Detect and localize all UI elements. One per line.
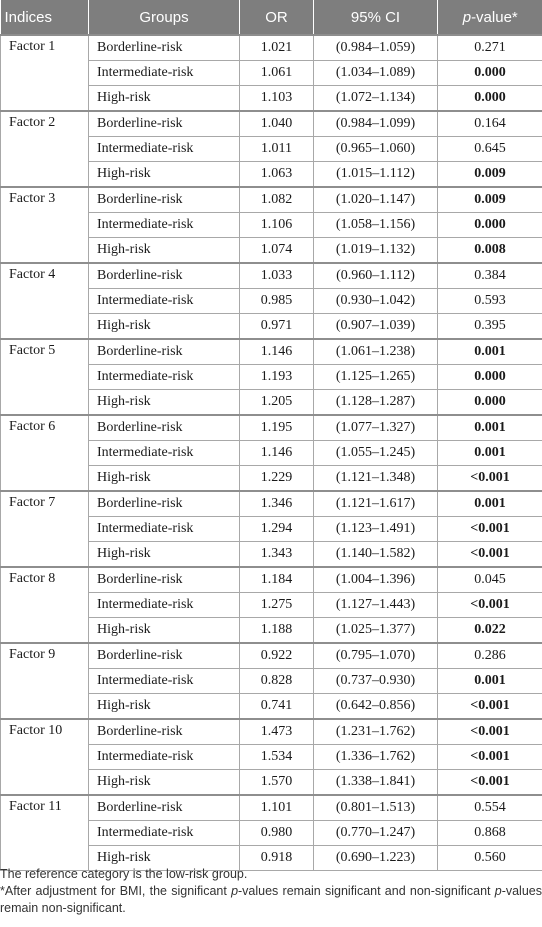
pvalue-cell: <0.001 bbox=[438, 745, 542, 770]
pvalue-cell: 0.868 bbox=[438, 821, 542, 846]
factor-name-cell: Factor 2 bbox=[1, 111, 89, 187]
ci-cell: (1.121–1.348) bbox=[314, 466, 438, 492]
pvalue-cell: <0.001 bbox=[438, 719, 542, 745]
group-cell: Borderline-risk bbox=[89, 339, 240, 365]
footnote-p2: p bbox=[494, 884, 502, 898]
header-groups: Groups bbox=[89, 0, 240, 35]
or-cell: 1.146 bbox=[240, 441, 314, 466]
or-cell: 0.980 bbox=[240, 821, 314, 846]
footnote-p1: p bbox=[231, 884, 239, 898]
footnote-part-c: -values remain non-significant. bbox=[0, 884, 542, 915]
table-row bbox=[1, 35, 542, 61]
or-cell: 1.061 bbox=[240, 61, 314, 86]
table-row bbox=[1, 795, 542, 821]
ci-cell: (1.127–1.443) bbox=[314, 593, 438, 618]
or-cell: 1.534 bbox=[240, 745, 314, 770]
ci-cell: (1.004–1.396) bbox=[314, 567, 438, 593]
pvalue-cell: 0.164 bbox=[438, 111, 542, 137]
table-row bbox=[1, 567, 542, 593]
group-cell: High-risk bbox=[89, 86, 240, 112]
factor-name-cell: Factor 4 bbox=[1, 263, 89, 339]
pvalue-cell: 0.645 bbox=[438, 137, 542, 162]
pvalue-cell: 0.045 bbox=[438, 567, 542, 593]
pvalue-cell: 0.286 bbox=[438, 643, 542, 669]
ci-cell: (1.025–1.377) bbox=[314, 618, 438, 644]
group-cell: Intermediate-risk bbox=[89, 213, 240, 238]
ci-cell: (1.231–1.762) bbox=[314, 719, 438, 745]
table-body bbox=[1, 35, 542, 871]
or-cell: 1.103 bbox=[240, 86, 314, 112]
or-cell: 0.985 bbox=[240, 289, 314, 314]
table-row bbox=[1, 415, 542, 441]
or-cell: 1.473 bbox=[240, 719, 314, 745]
header-ci: 95% CI bbox=[314, 0, 438, 35]
or-cell: 1.082 bbox=[240, 187, 314, 213]
footnote bbox=[0, 883, 542, 917]
pvalue-cell: 0.554 bbox=[438, 795, 542, 821]
group-cell: Borderline-risk bbox=[89, 795, 240, 821]
or-cell: 1.275 bbox=[240, 593, 314, 618]
or-cell: 1.346 bbox=[240, 491, 314, 517]
ci-cell: (1.015–1.112) bbox=[314, 162, 438, 188]
factor-name-cell: Factor 5 bbox=[1, 339, 89, 415]
ci-cell: (0.960–1.112) bbox=[314, 263, 438, 289]
table-row bbox=[1, 263, 542, 289]
pvalue-cell: <0.001 bbox=[438, 542, 542, 568]
pvalue-cell: 0.000 bbox=[438, 213, 542, 238]
ci-cell: (1.072–1.134) bbox=[314, 86, 438, 112]
header-pvalue-p: p bbox=[462, 8, 472, 26]
group-cell: Borderline-risk bbox=[89, 263, 240, 289]
factor-name-cell: Factor 8 bbox=[1, 567, 89, 643]
ci-cell: (0.770–1.247) bbox=[314, 821, 438, 846]
table-row bbox=[1, 491, 542, 517]
or-cell: 1.011 bbox=[240, 137, 314, 162]
group-cell: High-risk bbox=[89, 618, 240, 644]
ci-cell: (0.690–1.223) bbox=[314, 846, 438, 871]
ci-cell: (1.336–1.762) bbox=[314, 745, 438, 770]
factor-name-cell: Factor 7 bbox=[1, 491, 89, 567]
group-cell: High-risk bbox=[89, 770, 240, 796]
or-cell: 1.063 bbox=[240, 162, 314, 188]
pvalue-cell: 0.001 bbox=[438, 491, 542, 517]
group-cell: Intermediate-risk bbox=[89, 289, 240, 314]
group-cell: High-risk bbox=[89, 238, 240, 264]
or-cell: 1.101 bbox=[240, 795, 314, 821]
or-cell: 1.205 bbox=[240, 390, 314, 416]
ci-cell: (0.984–1.099) bbox=[314, 111, 438, 137]
ci-cell: (0.965–1.060) bbox=[314, 137, 438, 162]
factor-name-cell: Factor 3 bbox=[1, 187, 89, 263]
pvalue-cell: 0.000 bbox=[438, 390, 542, 416]
group-cell: Intermediate-risk bbox=[89, 593, 240, 618]
ci-cell: (1.058–1.156) bbox=[314, 213, 438, 238]
table-notes bbox=[0, 866, 542, 917]
pvalue-cell: 0.384 bbox=[438, 263, 542, 289]
or-cell: 1.570 bbox=[240, 770, 314, 796]
group-cell: Intermediate-risk bbox=[89, 517, 240, 542]
or-cell: 0.828 bbox=[240, 669, 314, 694]
ci-cell: (0.737–0.930) bbox=[314, 669, 438, 694]
ci-cell: (1.121–1.617) bbox=[314, 491, 438, 517]
header-pvalue-rest: -value* bbox=[471, 8, 518, 26]
pvalue-cell: <0.001 bbox=[438, 517, 542, 542]
group-cell: Borderline-risk bbox=[89, 35, 240, 61]
or-cell: 1.184 bbox=[240, 567, 314, 593]
pvalue-cell: 0.001 bbox=[438, 415, 542, 441]
pvalue-cell: 0.000 bbox=[438, 365, 542, 390]
group-cell: Borderline-risk bbox=[89, 111, 240, 137]
group-cell: Borderline-risk bbox=[89, 719, 240, 745]
pvalue-cell: 0.022 bbox=[438, 618, 542, 644]
footnote-part-a: *After adjustment for BMI, the significant bbox=[0, 884, 232, 898]
ci-cell: (0.907–1.039) bbox=[314, 314, 438, 340]
or-cell: 1.229 bbox=[240, 466, 314, 492]
ci-cell: (1.140–1.582) bbox=[314, 542, 438, 568]
group-cell: High-risk bbox=[89, 846, 240, 871]
header-indices: Indices bbox=[1, 0, 89, 35]
group-cell: Borderline-risk bbox=[89, 415, 240, 441]
ci-cell: (1.055–1.245) bbox=[314, 441, 438, 466]
ci-cell: (1.061–1.238) bbox=[314, 339, 438, 365]
ci-cell: (0.984–1.059) bbox=[314, 35, 438, 61]
pvalue-cell: 0.560 bbox=[438, 846, 542, 871]
factor-name-cell: Factor 1 bbox=[1, 35, 89, 111]
or-cell: 1.040 bbox=[240, 111, 314, 137]
or-cell: 1.021 bbox=[240, 35, 314, 61]
group-cell: High-risk bbox=[89, 390, 240, 416]
ci-cell: (0.801–1.513) bbox=[314, 795, 438, 821]
pvalue-cell: 0.001 bbox=[438, 339, 542, 365]
or-cell: 1.193 bbox=[240, 365, 314, 390]
table-row bbox=[1, 719, 542, 745]
group-cell: High-risk bbox=[89, 542, 240, 568]
group-cell: Intermediate-risk bbox=[89, 669, 240, 694]
or-cell: 0.971 bbox=[240, 314, 314, 340]
or-cell: 1.188 bbox=[240, 618, 314, 644]
ci-cell: (1.034–1.089) bbox=[314, 61, 438, 86]
pvalue-cell: 0.271 bbox=[438, 35, 542, 61]
group-cell: Intermediate-risk bbox=[89, 821, 240, 846]
ci-cell: (1.077–1.327) bbox=[314, 415, 438, 441]
table-row bbox=[1, 643, 542, 669]
group-cell: High-risk bbox=[89, 466, 240, 492]
pvalue-cell: 0.008 bbox=[438, 238, 542, 264]
pvalue-cell: 0.001 bbox=[438, 441, 542, 466]
factor-name-cell: Factor 6 bbox=[1, 415, 89, 491]
ci-cell: (0.795–1.070) bbox=[314, 643, 438, 669]
or-cell: 1.106 bbox=[240, 213, 314, 238]
group-cell: Borderline-risk bbox=[89, 643, 240, 669]
or-cell: 1.033 bbox=[240, 263, 314, 289]
ci-cell: (0.930–1.042) bbox=[314, 289, 438, 314]
ci-cell: (1.123–1.491) bbox=[314, 517, 438, 542]
factor-name-cell: Factor 9 bbox=[1, 643, 89, 719]
or-cell: 0.741 bbox=[240, 694, 314, 720]
group-cell: High-risk bbox=[89, 162, 240, 188]
pvalue-cell: 0.000 bbox=[438, 61, 542, 86]
group-cell: Intermediate-risk bbox=[89, 137, 240, 162]
pvalue-cell: 0.593 bbox=[438, 289, 542, 314]
table-row bbox=[1, 111, 542, 137]
ci-cell: (1.128–1.287) bbox=[314, 390, 438, 416]
group-cell: Intermediate-risk bbox=[89, 441, 240, 466]
or-cell: 1.343 bbox=[240, 542, 314, 568]
header-row bbox=[1, 0, 542, 35]
group-cell: Borderline-risk bbox=[89, 491, 240, 517]
ci-cell: (1.020–1.147) bbox=[314, 187, 438, 213]
pvalue-cell: <0.001 bbox=[438, 593, 542, 618]
group-cell: Borderline-risk bbox=[89, 187, 240, 213]
table-header bbox=[1, 0, 542, 35]
or-cell: 0.922 bbox=[240, 643, 314, 669]
pvalue-cell: 0.009 bbox=[438, 187, 542, 213]
ci-cell: (1.125–1.265) bbox=[314, 365, 438, 390]
group-cell: Intermediate-risk bbox=[89, 745, 240, 770]
group-cell: High-risk bbox=[89, 694, 240, 720]
pvalue-cell: 0.001 bbox=[438, 669, 542, 694]
or-cell: 0.918 bbox=[240, 846, 314, 871]
pvalue-cell: <0.001 bbox=[438, 694, 542, 720]
table-row bbox=[1, 187, 542, 213]
factor-name-cell: Factor 11 bbox=[1, 795, 89, 871]
pvalue-cell: 0.000 bbox=[438, 86, 542, 112]
header-pvalue bbox=[438, 0, 542, 35]
or-cell: 1.294 bbox=[240, 517, 314, 542]
group-cell: High-risk bbox=[89, 314, 240, 340]
pvalue-cell: <0.001 bbox=[438, 466, 542, 492]
group-cell: Intermediate-risk bbox=[89, 61, 240, 86]
group-cell: Borderline-risk bbox=[89, 567, 240, 593]
ci-cell: (1.019–1.132) bbox=[314, 238, 438, 264]
group-cell: Intermediate-risk bbox=[89, 365, 240, 390]
pvalue-cell: 0.009 bbox=[438, 162, 542, 188]
header-or: OR bbox=[240, 0, 314, 35]
table-row bbox=[1, 339, 542, 365]
ci-cell: (1.338–1.841) bbox=[314, 770, 438, 796]
pvalue-cell: <0.001 bbox=[438, 770, 542, 796]
ci-cell: (0.642–0.856) bbox=[314, 694, 438, 720]
or-cell: 1.195 bbox=[240, 415, 314, 441]
factor-name-cell: Factor 10 bbox=[1, 719, 89, 795]
reference-note: The reference category is the low-risk group. bbox=[0, 867, 248, 881]
or-cell: 1.146 bbox=[240, 339, 314, 365]
or-cell: 1.074 bbox=[240, 238, 314, 264]
pvalue-cell: 0.395 bbox=[438, 314, 542, 340]
footnote-part-b: -values remain significant and non-significant bbox=[238, 884, 495, 898]
